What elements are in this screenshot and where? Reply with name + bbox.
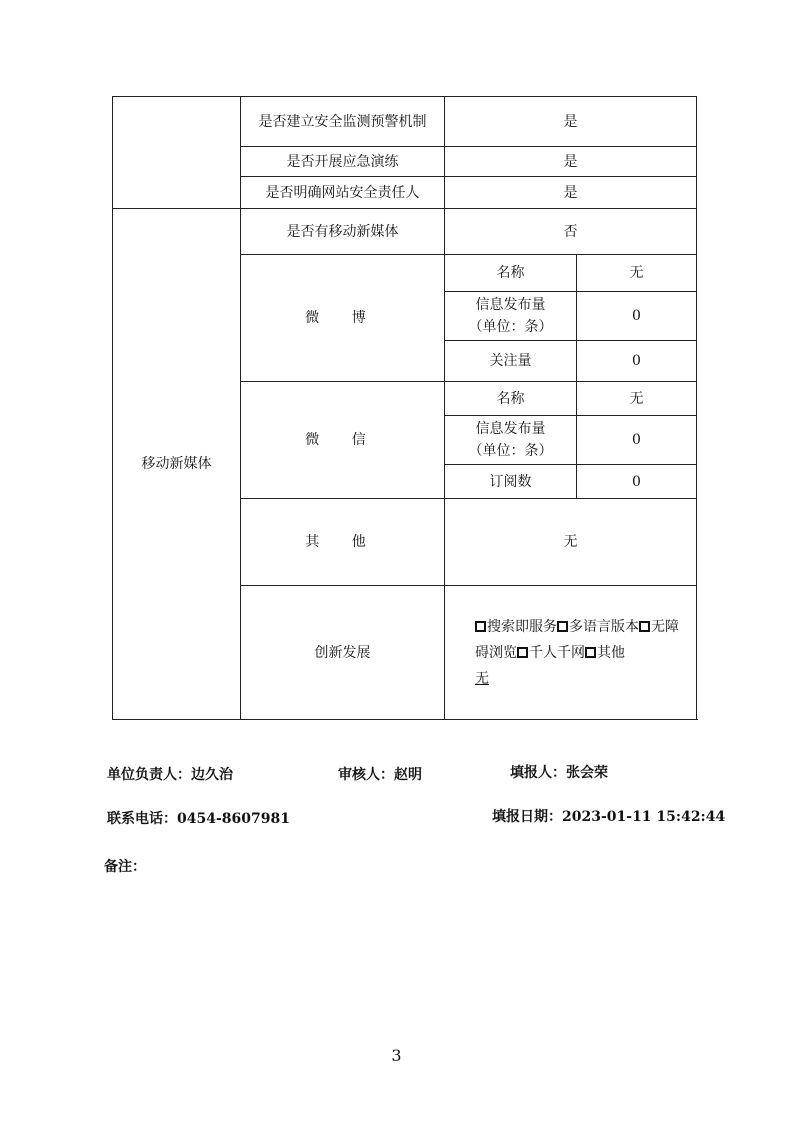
- weibo-label: 微 博: [241, 255, 445, 382]
- innovation-other-text: 无: [475, 670, 489, 687]
- responsible-person-label: 是否明确网站安全责任人: [241, 177, 445, 209]
- page-number: 3: [391, 1046, 402, 1065]
- report-table: [112, 96, 697, 720]
- security-section-cell: [113, 97, 241, 209]
- filler-label: 填报人：: [510, 765, 566, 781]
- weibo-followers-label: 关注量: [445, 341, 577, 382]
- innovation-option-personalized: 千人千网: [517, 645, 585, 661]
- unit-head-value: 边久治: [191, 767, 233, 783]
- checkbox-icon: [639, 621, 650, 632]
- has-mobile-media-value: 否: [445, 209, 697, 255]
- has-mobile-media-label: 是否有移动新媒体: [241, 209, 445, 255]
- other-media-value: 无: [445, 499, 697, 586]
- reviewer-value: 赵明: [394, 767, 422, 783]
- innovation-options: [445, 586, 697, 720]
- fill-date: [492, 806, 725, 826]
- wechat-label: 微 信: [241, 382, 445, 499]
- innovation-option-accessibility: 无障碍浏览: [475, 618, 679, 661]
- weibo-posts-label: [445, 292, 577, 341]
- weibo-posts-value: 0: [577, 292, 697, 341]
- checkbox-icon: [475, 621, 486, 632]
- fill-date-label: 填报日期：: [492, 809, 562, 825]
- checkbox-icon: [585, 647, 596, 658]
- wechat-posts-value: 0: [577, 416, 697, 465]
- emergency-drill-label: 是否开展应急演练: [241, 147, 445, 177]
- fill-date-value: 2023-01-11 15:42:44: [562, 809, 726, 825]
- wechat-posts-label: [445, 416, 577, 465]
- warning-mechanism-value: 是: [445, 97, 697, 147]
- filler: [510, 762, 608, 782]
- contact-phone-value: 0454-8607981: [177, 811, 290, 827]
- innovation-option-search: 搜索即服务: [475, 619, 557, 635]
- mobile-media-section-label: 移动新媒体: [113, 209, 241, 720]
- unit-head-label: 单位负责人：: [107, 767, 191, 783]
- weibo-posts-label-line2: （单位：条）: [468, 319, 553, 335]
- reviewer: [338, 764, 422, 784]
- wechat-name-value: 无: [577, 382, 697, 416]
- innovation-section-label: 创新发展: [241, 586, 445, 720]
- wechat-posts-label-line2: （单位：条）: [468, 443, 553, 459]
- wechat-subscribers-value: 0: [577, 465, 697, 499]
- wechat-posts-label-line1: 信息发布量: [475, 421, 546, 437]
- checkbox-icon: [517, 647, 528, 658]
- unit-head: [107, 764, 233, 784]
- wechat-subscribers-label: 订阅数: [445, 465, 577, 499]
- weibo-followers-value: 0: [577, 341, 697, 382]
- checkbox-icon: [557, 621, 568, 632]
- remarks-label: 备注：: [104, 859, 146, 875]
- weibo-name-value: 无: [577, 255, 697, 292]
- contact-phone: [107, 808, 290, 828]
- contact-phone-label: 联系电话：: [107, 811, 177, 827]
- emergency-drill-value: 是: [445, 147, 697, 177]
- reviewer-label: 审核人：: [338, 767, 394, 783]
- weibo-posts-label-line1: 信息发布量: [475, 297, 546, 313]
- filler-value: 张会荣: [566, 765, 608, 781]
- warning-mechanism-label: 是否建立安全监测预警机制: [241, 97, 445, 147]
- innovation-option-other: 其他: [585, 645, 625, 661]
- responsible-person-value: 是: [445, 177, 697, 209]
- wechat-name-label: 名称: [445, 382, 577, 416]
- other-media-label: 其 他: [241, 499, 445, 586]
- innovation-option-multilingual: 多语言版本: [557, 619, 639, 635]
- weibo-name-label: 名称: [445, 255, 577, 292]
